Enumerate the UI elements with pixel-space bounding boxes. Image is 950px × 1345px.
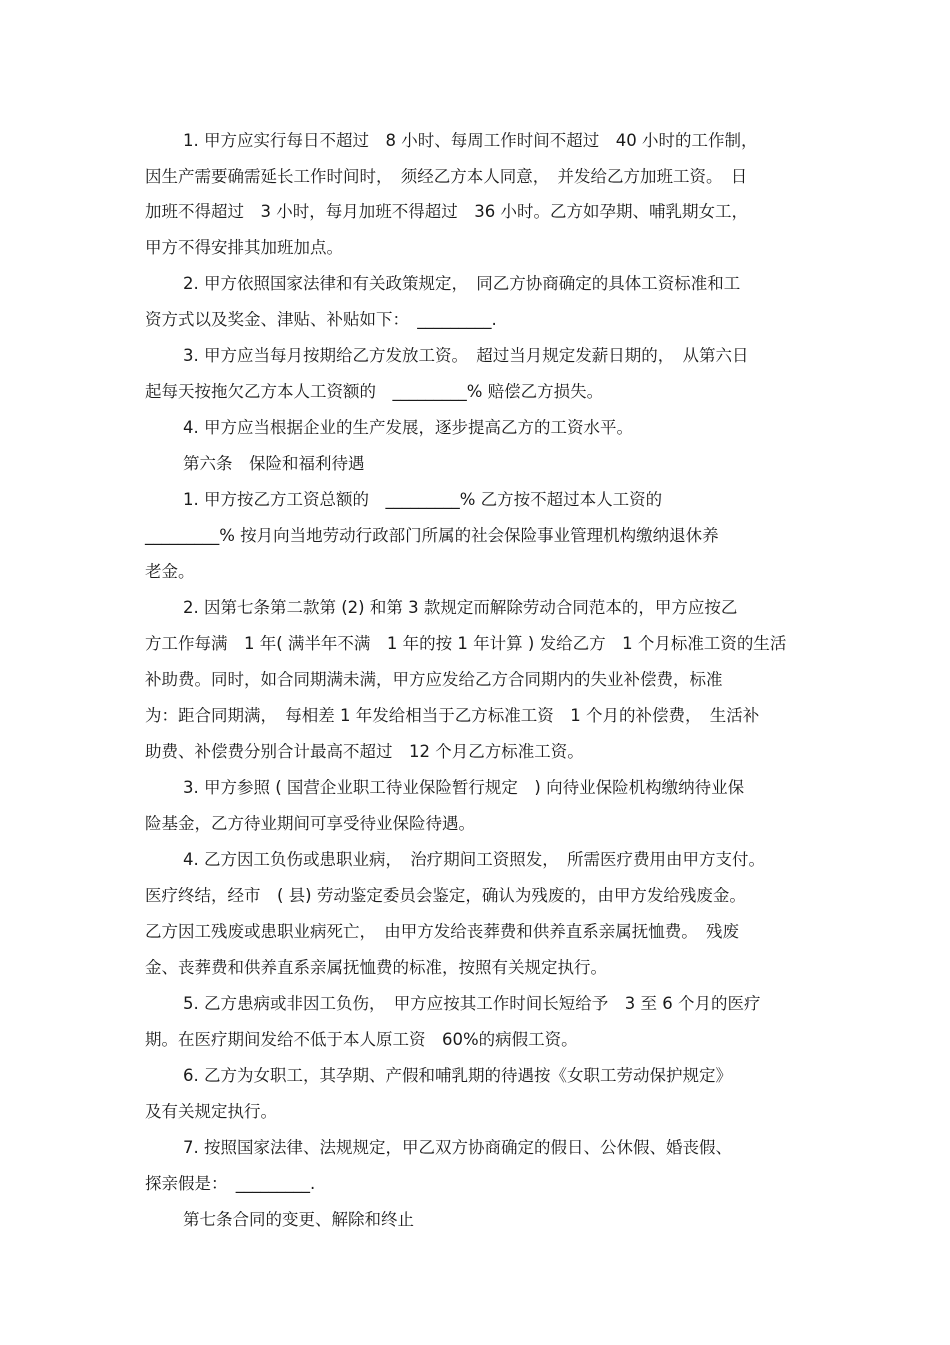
text-line: 医疗终结，经市 ( 县) 劳动鉴定委员会鉴定，确认为残废的，由甲方发给残废金。	[145, 886, 746, 905]
text-line: 1. 甲方按乙方工资总额的 _________% 乙方按不超过本人工资的	[183, 490, 663, 509]
section-heading: 第七条合同的变更、解除和终止	[183, 1210, 414, 1229]
text-line: 起每天按拖欠乙方本人工资额的 _________% 赔偿乙方损失。	[145, 382, 604, 401]
text-line: 为：距合同期满， 每相差 1 年发给相当于乙方标准工资 1 个月的补偿费， 生活补	[145, 706, 760, 725]
text-line: 补助费。同时，如合同期满未满，甲方应发给乙方合同期内的失业补偿费，标准	[145, 670, 723, 689]
text-line: 2. 因第七条第二款第 (2) 和第 3 款规定而解除劳动合同范本的，甲方应按乙	[183, 598, 738, 617]
text-line: 5. 乙方患病或非因工负伤， 甲方应按其工作时间长短给予 3 至 6 个月的医疗	[183, 994, 761, 1013]
text-line: 6. 乙方为女职工，其孕期、产假和哺乳期的待遇按《女职工劳动保护规定》	[183, 1066, 732, 1085]
text-line: 金、丧葬费和供养直系亲属抚恤费的标准，按照有关规定执行。	[145, 958, 607, 977]
text-line: 险基金，乙方待业期间可享受待业保险待遇。	[145, 814, 475, 833]
text-line: 探亲假是： _________.	[145, 1174, 316, 1193]
text-line: 因生产需要确需延长工作时间时， 须经乙方本人同意， 并发给乙方加班工资。 日	[145, 167, 748, 186]
text-line: 资方式以及奖金、津贴、补贴如下： _________.	[145, 310, 497, 329]
text-line: 及有关规定执行。	[145, 1102, 277, 1121]
text-line: 7. 按照国家法律、法规规定，甲乙双方协商确定的假日、公休假、婚丧假、	[183, 1138, 732, 1157]
text-line: 加班不得超过 3 小时，每月加班不得超过 36 小时。乙方如孕期、哺乳期女工，	[145, 202, 748, 221]
text-line: 期。在医疗期间发给不低于本人原工资 60%的病假工资。	[145, 1030, 578, 1049]
text-line: 助费、补偿费分别合计最高不超过 12 个月乙方标准工资。	[145, 742, 584, 761]
text-line: 甲方不得安排其加班加点。	[145, 238, 343, 257]
text-line: 1. 甲方应实行每日不超过 8 小时、每周工作时间不超过 40 小时的工作制，	[183, 131, 758, 150]
text-line: 4. 甲方应当根据企业的生产发展，逐步提高乙方的工资水平。	[183, 418, 633, 437]
text-line: 2. 甲方依照国家法律和有关政策规定， 同乙方协商确定的具体工资标准和工	[183, 274, 741, 293]
text-line: _________% 按月向当地劳动行政部门所属的社会保险事业管理机构缴纳退休养	[145, 526, 719, 545]
section-heading: 第六条 保险和福利待遇	[183, 454, 365, 473]
text-line: 3. 甲方参照 ( 国营企业职工待业保险暂行规定 ) 向待业保险机构缴纳待业保	[183, 778, 745, 797]
text-line: 4. 乙方因工负伤或患职业病， 治疗期间工资照发， 所需医疗费用由甲方支付。	[183, 850, 765, 869]
text-line: 3. 甲方应当每月按期给乙方发放工资。 超过当月规定发薪日期的， 从第六日	[183, 346, 749, 365]
text-line: 老金。	[145, 562, 195, 581]
text-line: 方工作每满 1 年( 满半年不满 1 年的按 1 年计算 ) 发给乙方 1 个月标准工资的生活	[145, 634, 787, 653]
text-line: 乙方因工残废或患职业病死亡， 由甲方发给丧葬费和供养直系亲属抚恤费。 残废	[145, 922, 739, 941]
